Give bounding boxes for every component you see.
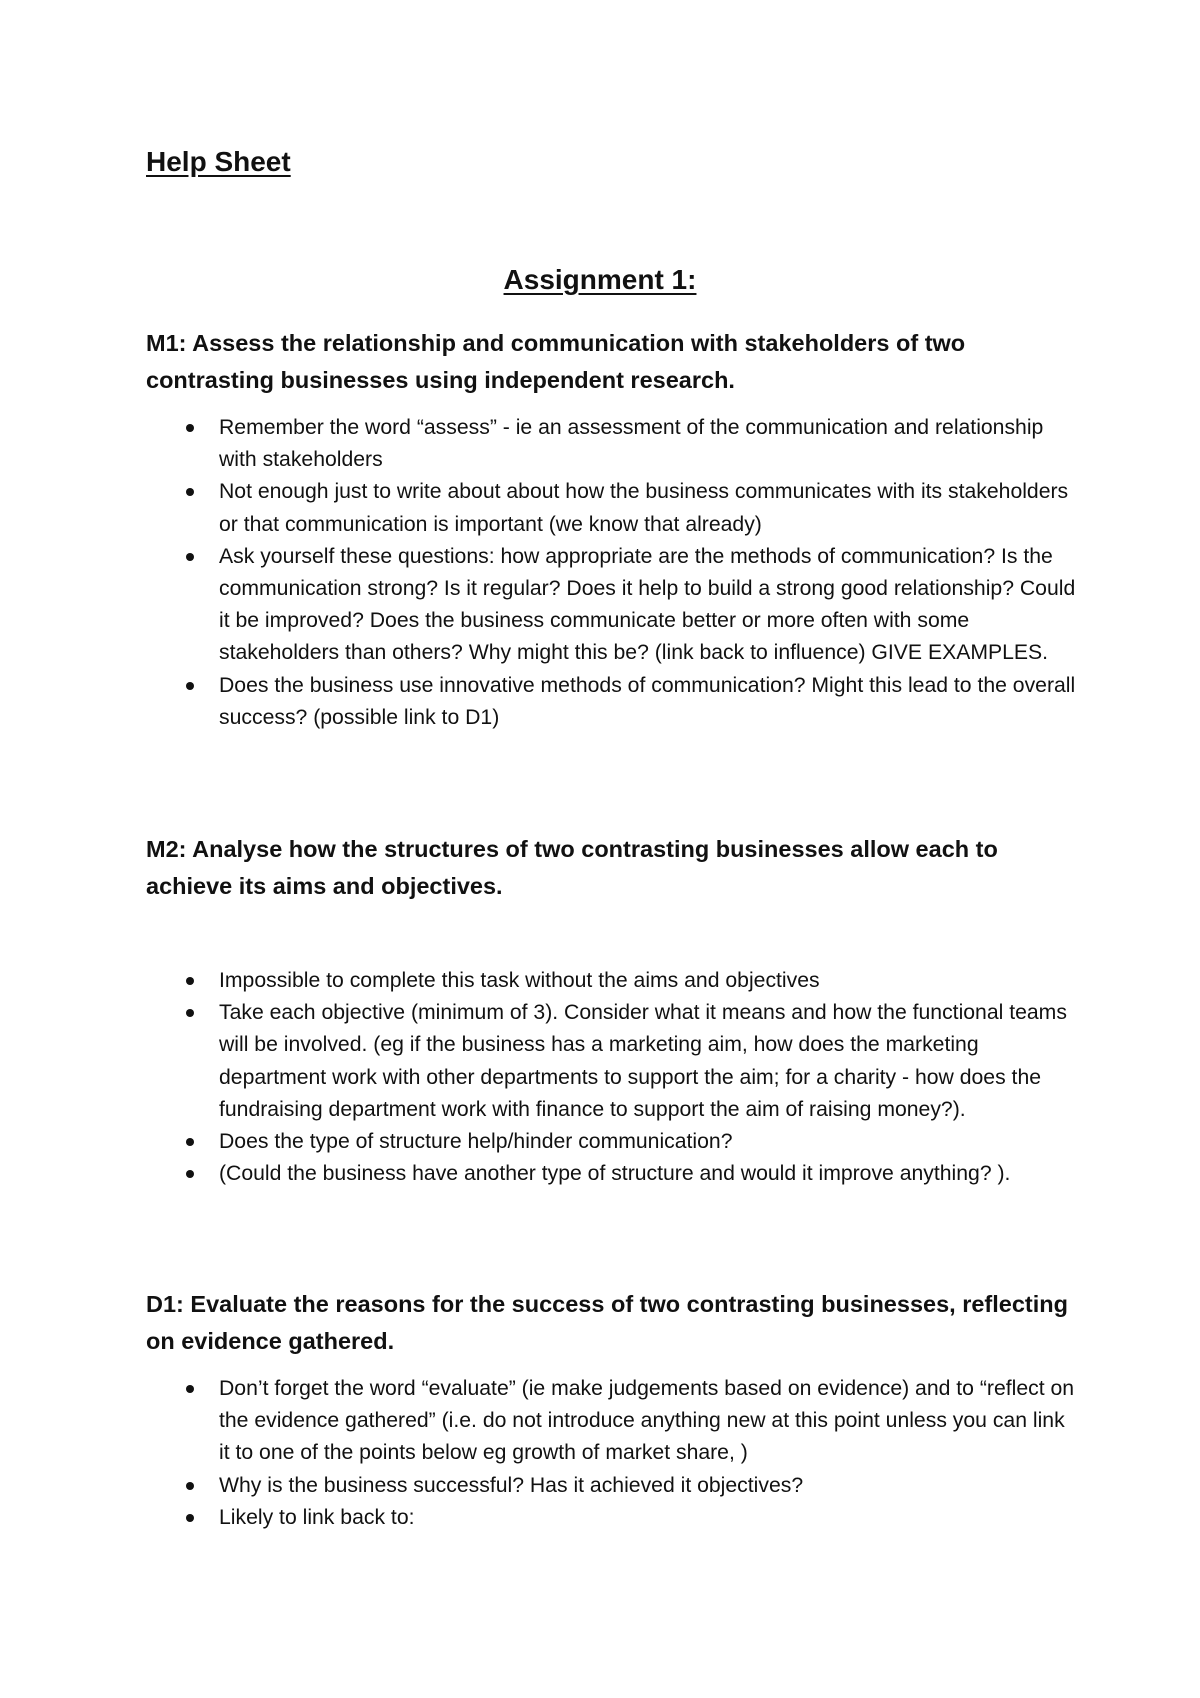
bullet-icon xyxy=(186,1482,194,1490)
bullet-icon xyxy=(186,977,194,985)
list-item: Why is the business successful? Has it achieved it objectives? xyxy=(178,1470,1078,1502)
section-heading-m2: M2: Analyse how the structures of two contrasting businesses allow each to achieve its aims and objectives. xyxy=(146,836,998,899)
bullet-list-d1 xyxy=(178,1373,1078,1534)
bullet-icon xyxy=(186,553,194,561)
bullet-icon xyxy=(186,488,194,496)
list-item: Does the business use innovative methods of communication? Might this lead to the overall success? (possible link to D1) xyxy=(178,670,1078,734)
bullet-icon xyxy=(186,1138,194,1146)
page-title: Help Sheet xyxy=(146,146,291,177)
list-item: Remember the word “assess” - ie an assessment of the communication and relationship with stakeholders xyxy=(178,412,1078,476)
bullet-icon xyxy=(186,1009,194,1017)
bullet-icon xyxy=(186,1385,194,1393)
bullet-icon xyxy=(186,1170,194,1178)
list-item: Likely to link back to: xyxy=(178,1502,1078,1534)
bullet-list-m1 xyxy=(178,412,1078,734)
section-heading-m1: M1: Assess the relationship and communication with stakeholders of two contrasting businesses using independent research. xyxy=(146,330,966,393)
list-item: Impossible to complete this task without the aims and objectives xyxy=(178,965,1078,997)
bullet-icon xyxy=(186,1514,194,1522)
list-item: Not enough just to write about about how the business communicates with its stakeholders or that communication is important (we know that already) xyxy=(178,476,1078,540)
list-item: Don’t forget the word “evaluate” (ie make judgements based on evidence) and to “reflect on the evidence gathered” (i.e. do not introduce anything new at this point unless you can link it to one of the points below eg growth of market share, ) xyxy=(178,1373,1078,1470)
list-item: Take each objective (minimum of 3). Consider what it means and how the functional teams will be involved. (eg if the business has a marketing aim, how does the marketing department work with other departments to support the aim; for a charity - how does the fundraising department work with finance to support the aim of raising money?). xyxy=(178,997,1078,1126)
assignment-heading: Assignment 1: xyxy=(503,264,697,295)
bullet-list-m2 xyxy=(178,965,1078,1190)
bullet-icon xyxy=(186,424,194,432)
list-item: Does the type of structure help/hinder communication? xyxy=(178,1126,1078,1158)
list-item: Ask yourself these questions: how appropriate are the methods of communication? Is the communication strong? Is it regular? Does it help to build a strong good relationship? Could it be improved? Does the business communicate better or more often with some stakeholders than others? Why might this be? (link back to influence) GIVE EXAMPLES. xyxy=(178,541,1078,670)
list-item: (Could the business have another type of structure and would it improve anything? ). xyxy=(178,1158,1078,1190)
section-heading-d1: D1: Evaluate the reasons for the success of two contrasting businesses, reflecting on evidence gathered. xyxy=(146,1291,1068,1354)
bullet-icon xyxy=(186,682,194,690)
